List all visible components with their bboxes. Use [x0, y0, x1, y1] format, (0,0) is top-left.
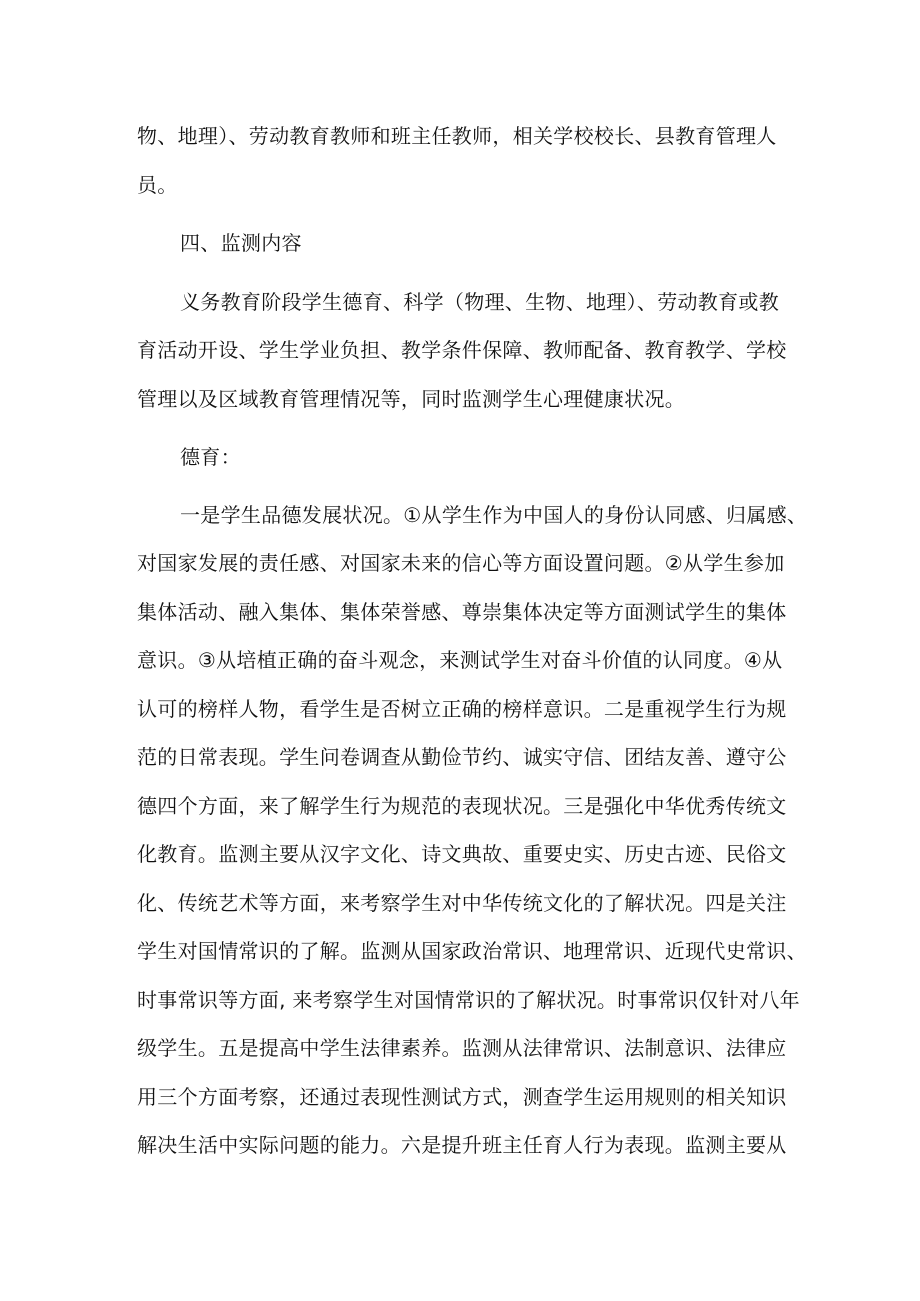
text-line: 员。	[137, 172, 178, 197]
text-line: 级学生。五是提高中学生法律素养。监测从法律常识、法制意识、法律应	[137, 1036, 787, 1060]
text-line: 物、地理）、劳动教育教师和班主任教师，相关学校校长、县教育管理人	[137, 124, 777, 148]
text-line: 范的日常表现。学生问卷调查从勤俭节约、诚实守信、团结友善、遵守公	[137, 745, 787, 769]
text-line: 化、传统艺术等方面，来考察学生对中华传统文化的了解状况。四是关注	[137, 890, 787, 915]
text-line: 集体活动、融入集体、集体荣誉感、尊崇集体决定等方面测试学生的集体	[137, 599, 787, 624]
text-line: 管理以及区域教育管理情况等，同时监测学生心理健康状况。	[137, 386, 686, 411]
text-line: 育活动开设、学生学业负担、教学条件保障、教师配备、教育教学、学校	[137, 338, 787, 362]
text-line: 用三个方面考察，还通过表现性测试方式，测查学生运用规则的相关知识	[137, 1084, 787, 1109]
text-line: 一是学生品德发展状况。①从学生作为中国人的身份认同感、归属感、	[180, 502, 808, 527]
text-line: 学生对国情常识的了解。监测从国家政治常识、地理常识、近现代史常识、	[137, 939, 807, 963]
text-line: 认可的榜样人物，看学生是否树立正确的榜样意识。二是重视学生行为规	[137, 696, 787, 721]
text-line: 解决生活中实际问题的能力。六是提升班主任育人行为表现。监测主要从	[137, 1133, 787, 1157]
text-line: 意识。③从培植正确的奋斗观念，来测试学生对奋斗价值的认同度。④从	[137, 648, 783, 672]
section-heading: 四、监测内容	[180, 231, 302, 255]
paragraph-participants	[137, 112, 792, 209]
text-line: 德四个方面，来了解学生行为规范的表现状况。三是强化中华优秀传统文	[137, 793, 787, 818]
text-line: 化教育。监测主要从汉字文化、诗文典故、重要史实、历史古迹、民俗文	[137, 842, 787, 866]
text-line: 对国家发展的责任感、对国家未来的信心等方面设置问题。②从学生参加	[137, 551, 785, 575]
text-line: 义务教育阶段学生德育、科学（物理、生物、地理）、劳动教育或教	[180, 289, 779, 314]
paragraph-monitoring-scope	[137, 278, 792, 424]
subsection-heading: 德育：	[180, 445, 241, 469]
paragraph-moral-education	[137, 491, 808, 1170]
text-line: 时事常识等方面, 来考察学生对国情常识的了解状况。时事常识仅针对八年	[137, 987, 800, 1012]
document-body	[137, 112, 808, 1170]
